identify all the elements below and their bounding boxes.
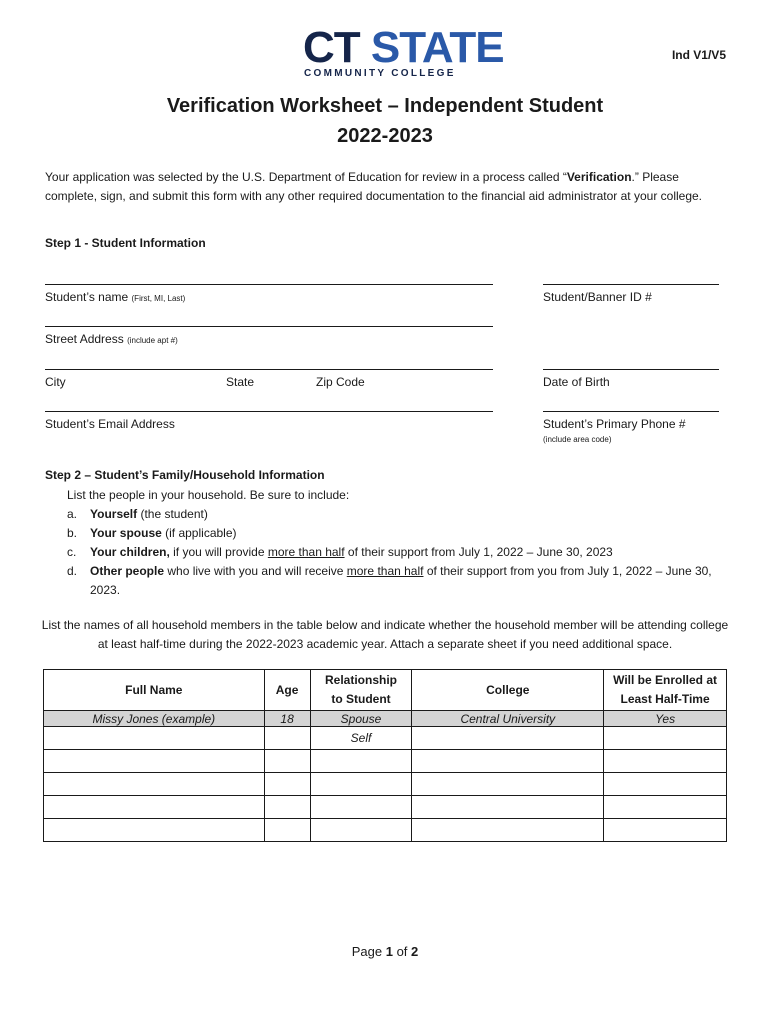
date-of-birth-label: Date of Birth <box>543 375 610 389</box>
phone-field[interactable] <box>543 411 719 412</box>
logo-subtitle: COMMUNITY COLLEGE <box>304 68 456 79</box>
student-name-label: Student’s name (First, MI, Last) <box>45 290 186 304</box>
relationship-cell[interactable] <box>310 750 412 773</box>
example-relationship: Spouse <box>310 711 412 727</box>
enrolled-cell[interactable] <box>604 819 727 842</box>
page-number: Page 1 of 2 <box>351 944 419 959</box>
age-cell[interactable] <box>264 773 310 796</box>
relationship-cell[interactable] <box>310 796 412 819</box>
college-cell[interactable] <box>412 819 604 842</box>
page-title: Verification Worksheet – Independent Student <box>166 95 604 117</box>
intro-text-2: .” Please complete, sign, and submit this form with any other required documentation to the financial aid administrator at your college. <box>45 170 703 203</box>
relationship-cell-self: Self <box>310 727 412 750</box>
header-relationship: Relationship to Student <box>310 670 412 711</box>
table-row <box>44 727 727 750</box>
zip-label: Zip Code <box>316 375 365 389</box>
example-college: Central University <box>412 711 604 727</box>
example-enrolled: Yes <box>604 711 727 727</box>
intro-verification: Verification <box>566 170 632 184</box>
list-item: d. Other people who live with you and will receive more than half of their support from you from July 1, 2022 – June 30, 2023. <box>67 564 712 597</box>
table-instructions: List the names of all household members in the table below and indicate whether the household member will be attending college at least half-time during the 2022-2023 academic year. Attach a separate sheet if you need additional space. <box>41 618 729 651</box>
relationship-cell[interactable] <box>310 819 412 842</box>
student-id-label: Student/Banner ID # <box>543 290 652 304</box>
enrolled-cell[interactable] <box>604 773 727 796</box>
page-year: 2022-2023 <box>337 125 433 147</box>
form-id: Ind V1/V5 <box>671 48 726 62</box>
header-enrolled: Will be Enrolled at Least Half-Time <box>604 670 727 711</box>
college-cell[interactable] <box>412 796 604 819</box>
city-label: City <box>45 375 66 389</box>
name-cell[interactable] <box>44 727 265 750</box>
college-cell[interactable] <box>412 727 604 750</box>
step2-heading: Step 2 – Student’s Family/Household Information <box>45 468 325 482</box>
date-of-birth-field[interactable] <box>543 369 719 370</box>
email-label: Student’s Email Address <box>45 417 175 431</box>
student-name-field[interactable] <box>45 284 493 285</box>
enrolled-cell[interactable] <box>604 796 727 819</box>
college-cell[interactable] <box>412 773 604 796</box>
enrolled-cell[interactable] <box>604 750 727 773</box>
intro-paragraph <box>45 168 725 206</box>
table-row-example <box>44 711 727 727</box>
logo-text-state: STATE <box>370 23 504 72</box>
header-college: College <box>412 670 604 711</box>
step1-heading: Step 1 - Student Information <box>45 236 206 250</box>
name-cell[interactable] <box>44 796 265 819</box>
household-list <box>67 486 727 600</box>
table-row <box>44 773 727 796</box>
list-item: a. Yourself (the student) <box>67 507 208 521</box>
example-age: 18 <box>264 711 310 727</box>
college-cell[interactable] <box>412 750 604 773</box>
street-address-field[interactable] <box>45 326 493 327</box>
header-full-name: Full Name <box>44 670 265 711</box>
city-state-zip-field[interactable] <box>45 369 493 370</box>
list-item: b. Your spouse (if applicable) <box>67 526 237 540</box>
table-row <box>44 750 727 773</box>
table-row <box>44 796 727 819</box>
example-name: Missy Jones (example) <box>44 711 265 727</box>
age-cell[interactable] <box>264 727 310 750</box>
college-logo <box>303 23 504 72</box>
student-id-field[interactable] <box>543 284 719 285</box>
table-header-row <box>44 670 727 711</box>
table-row <box>44 819 727 842</box>
enrolled-cell[interactable] <box>604 727 727 750</box>
name-cell[interactable] <box>44 819 265 842</box>
age-cell[interactable] <box>264 819 310 842</box>
age-cell[interactable] <box>264 796 310 819</box>
age-cell[interactable] <box>264 750 310 773</box>
list-item: c. Your children, if you will provide more than half of their support from July 1, 2022 – June 30, 2023 <box>67 545 613 559</box>
household-intro: List the people in your household. Be sure to include: <box>67 488 350 502</box>
street-address-label: Street Address (include apt #) <box>45 332 178 346</box>
household-table <box>43 669 727 842</box>
relationship-cell[interactable] <box>310 773 412 796</box>
state-label: State <box>226 375 255 389</box>
phone-hint: (include area code) <box>543 435 612 444</box>
name-cell[interactable] <box>44 750 265 773</box>
intro-text-1: Your application was selected by the U.S. Department of Education for review in a process called “ <box>45 170 567 184</box>
logo-text-ct: CT <box>303 23 360 72</box>
phone-label: Student’s Primary Phone # <box>543 417 686 431</box>
name-cell[interactable] <box>44 773 265 796</box>
header-age: Age <box>264 670 310 711</box>
email-field[interactable] <box>45 411 493 412</box>
